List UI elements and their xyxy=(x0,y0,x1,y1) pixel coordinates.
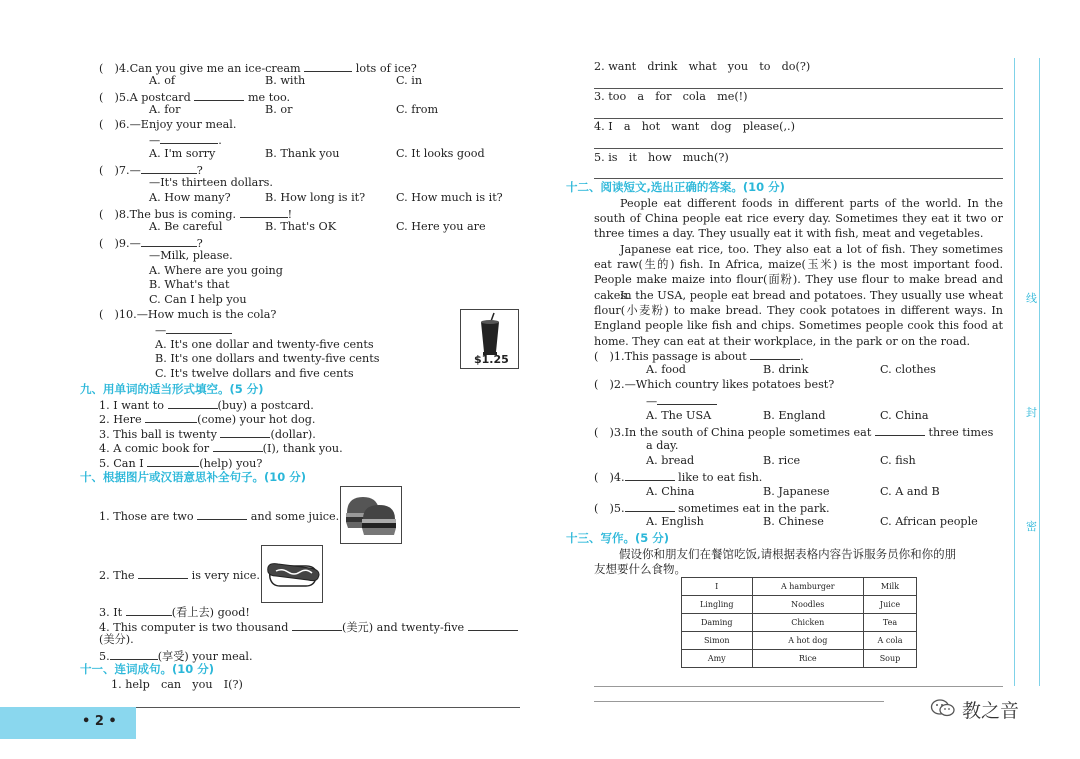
sec10-q4: 4. This computer is two thousand (美元) and twenty-five xyxy=(99,619,518,635)
sec10-q4-cont: (美分). xyxy=(99,633,134,646)
mc-q7: ( )7.— ? xyxy=(99,164,203,177)
reading-q3: ( )3.In the south of China people sometimes eat three times xyxy=(594,426,994,439)
wechat-icon xyxy=(930,698,956,718)
section-12-title: 十二、阅读短文,选出正确的答案。(10 分) xyxy=(566,180,785,194)
option: A. English xyxy=(646,515,704,528)
answer-blank[interactable] xyxy=(160,132,218,144)
option: A. China xyxy=(646,485,695,498)
sec10-q3: 3. It (看上去) good! xyxy=(99,606,250,619)
answer-blank[interactable] xyxy=(750,348,800,360)
option: C. clothes xyxy=(880,363,936,376)
section-10-title: 十、根据图片或汉语意思补全句子。(10 分) xyxy=(80,470,307,484)
cola-picture xyxy=(460,309,519,369)
option: C. China xyxy=(880,409,929,422)
hamburger-picture xyxy=(340,486,402,544)
option: B. That's OK xyxy=(265,220,337,233)
table-cell: Chicken xyxy=(752,614,863,632)
option: A. food xyxy=(646,363,686,376)
binding-char: 密 xyxy=(1026,520,1037,533)
answer-blank[interactable] xyxy=(126,604,172,616)
sec9-q2: 2. Here (come) your hot dog. xyxy=(99,413,316,426)
writing-prompt-line-1: 假设你和朋友们在餐馆吃饭,请根据表格内容告诉服务员你和你的朋 xyxy=(619,547,957,561)
binding-char: 线 xyxy=(1026,292,1037,305)
answer-blank[interactable] xyxy=(657,393,717,405)
mc-q9: ( )9.— ? xyxy=(99,237,203,250)
mc-q8: ( )8.The bus is coming. ! xyxy=(99,208,293,221)
option: C. African people xyxy=(880,515,978,528)
binding-strip xyxy=(1014,58,1040,686)
table-cell: Simon xyxy=(682,632,753,650)
reading-q1: ( )1.This passage is about . xyxy=(594,350,804,363)
hot-dog-picture xyxy=(261,545,323,603)
watermark-text: 教之音 xyxy=(962,700,1020,722)
option: A. bread xyxy=(646,454,695,467)
passage-paragraph-1: People eat different foods in different parts of the world. In the south of China people eat rice every day. Sometimes they eat it two or three times a day. They usually eat it with fish, meat and vegetables. xyxy=(594,197,1003,241)
option: B. drink xyxy=(763,363,809,376)
answer-blank[interactable] xyxy=(292,619,342,631)
sec10-q2: 2. The is very nice. xyxy=(99,569,260,582)
hamburger-icon xyxy=(341,487,401,543)
option: C. Here you are xyxy=(396,220,486,233)
answer-line[interactable] xyxy=(594,178,1003,179)
option: C. in xyxy=(396,74,423,87)
dialog-line: — xyxy=(646,393,717,409)
reading-q4: ( )4. like to eat fish. xyxy=(594,471,763,484)
sec9-q1: 1. I want to (buy) a postcard. xyxy=(99,399,314,412)
option: B. rice xyxy=(763,454,801,467)
option: B. How long is it? xyxy=(265,191,366,204)
binding-char: 封 xyxy=(1026,406,1037,419)
option: C. How much is it? xyxy=(396,191,503,204)
table-cell: Tea xyxy=(864,614,917,632)
table-row xyxy=(682,650,917,668)
passage-paragraph-3: In the USA, people eat bread and potatoes. They usually use wheat flour(小麦粉) to make bread. They cook potatoes in different ways. In England people like fish and chips. Sometimes people cook this food at home. They can eat at their workplace, in the park or on the road. xyxy=(594,289,1003,348)
reading-q2: ( )2.—Which country likes potatoes best? xyxy=(594,378,835,391)
option: C. It's twelve dollars and five cents xyxy=(155,367,354,380)
answer-line[interactable] xyxy=(594,88,1003,89)
option: A. Where are you going xyxy=(149,264,283,277)
sec9-q3: 3. This ball is twenty (dollar). xyxy=(99,428,316,441)
sec11-q4: 4. I a hot want dog please(,.) xyxy=(594,120,795,133)
dialog-line: —It's thirteen dollars. xyxy=(149,176,273,189)
option: A. for xyxy=(149,103,181,116)
table-row xyxy=(682,596,917,614)
answer-blank[interactable] xyxy=(240,206,288,218)
sec11-q2: 2. want drink what you to do(?) xyxy=(594,60,811,73)
option: C. Can I help you xyxy=(149,293,247,306)
option: A. It's one dollar and twenty-five cents xyxy=(155,338,374,351)
table-cell: Soup xyxy=(864,650,917,668)
table-cell: Amy xyxy=(682,650,753,668)
option: A. How many? xyxy=(149,191,231,204)
table-cell: A hamburger xyxy=(752,578,863,596)
answer-blank[interactable] xyxy=(110,648,158,660)
table-cell: Juice xyxy=(864,596,917,614)
option: C. from xyxy=(396,103,439,116)
dialog-line: — . xyxy=(149,134,222,147)
table-cell: Lingling xyxy=(682,596,753,614)
option: B. with xyxy=(265,74,306,87)
option: C. fish xyxy=(880,454,916,467)
mc-q4: ( )4.Can you give me an ice-cream lots of ice? xyxy=(99,62,417,75)
sec10-q1: 1. Those are two and some juice. xyxy=(99,510,340,523)
page-number: • 2 • xyxy=(82,714,117,729)
writing-prompt-line-2: 友想要什么食物。 xyxy=(594,562,686,576)
table-cell: A hot dog xyxy=(752,632,863,650)
hot-dog-icon xyxy=(262,546,322,602)
answer-line[interactable] xyxy=(594,118,1003,119)
answer-blank[interactable] xyxy=(468,619,518,631)
answer-blank[interactable] xyxy=(166,322,232,334)
section-9-title: 九、用单词的适当形式填空。(5 分) xyxy=(80,382,264,396)
answer-blank[interactable] xyxy=(304,60,352,72)
section-11-title: 十一、连词成句。(10 分) xyxy=(80,662,215,676)
section-13-title: 十三、写作。(5 分) xyxy=(566,531,670,545)
mc-q6: ( )6.—Enjoy your meal. xyxy=(99,118,237,131)
table-cell: Noodles xyxy=(752,596,863,614)
answer-blank[interactable] xyxy=(213,440,263,452)
table-row xyxy=(682,578,917,596)
passage-paragraph-2: Japanese eat rice, too. They also eat a lot of fish. They sometimes eat raw(生的) fish. In Africa, maize(玉米) is the most important food. People make maize into flour(面粉). They use flour to make bread and cakes. xyxy=(594,243,1003,302)
option: B. What's that xyxy=(149,278,230,291)
answer-blank[interactable] xyxy=(625,469,675,481)
food-order-table xyxy=(681,577,917,668)
option: A. The USA xyxy=(646,409,712,422)
table-row xyxy=(682,632,917,650)
option: B. England xyxy=(763,409,826,422)
option: B. Japanese xyxy=(763,485,830,498)
answer-line[interactable] xyxy=(136,707,520,708)
answer-blank[interactable] xyxy=(145,411,197,423)
option: B. Chinese xyxy=(763,515,824,528)
option: B. It's one dollars and twenty-five cents xyxy=(155,352,380,365)
mc-q10: ( )10.—How much is the cola? xyxy=(99,308,277,321)
answer-blank[interactable] xyxy=(147,455,199,467)
dialog-line: —Milk, please. xyxy=(149,249,233,262)
table-cell: Daming xyxy=(682,614,753,632)
table-row xyxy=(682,614,917,632)
answer-blank[interactable] xyxy=(194,89,244,101)
option: A. Be careful xyxy=(149,220,223,233)
answer-blank[interactable] xyxy=(168,397,218,409)
table-cell: A cola xyxy=(864,632,917,650)
sec9-q4: 4. A comic book for (I), thank you. xyxy=(99,442,343,455)
answer-line[interactable] xyxy=(594,148,1003,149)
mc-q5: ( )5.A postcard me too. xyxy=(99,91,291,104)
option: C. A and B xyxy=(880,485,940,498)
answer-blank[interactable] xyxy=(875,424,925,436)
answer-blank[interactable] xyxy=(625,500,675,512)
answer-blank[interactable] xyxy=(141,235,197,247)
table-cell: Milk xyxy=(864,578,917,596)
answer-blank[interactable] xyxy=(141,162,197,174)
question-continuation: a day. xyxy=(646,439,679,452)
sec11-q1: 1. help can you I(?) xyxy=(111,678,243,691)
option: B. Thank you xyxy=(265,147,340,160)
answer-blank[interactable] xyxy=(220,426,270,438)
answer-blank[interactable] xyxy=(138,567,188,579)
dialog-line: — xyxy=(155,322,232,338)
option: A. of xyxy=(149,74,176,87)
sec11-q3: 3. too a for cola me(!) xyxy=(594,90,748,103)
writing-line[interactable] xyxy=(594,686,1003,687)
sec11-q5: 5. is it how much(?) xyxy=(594,151,729,164)
reading-q5: ( )5. sometimes eat in the park. xyxy=(594,502,830,515)
table-cell: Rice xyxy=(752,650,863,668)
writing-line[interactable] xyxy=(594,701,884,702)
option: C. It looks good xyxy=(396,147,485,160)
answer-blank[interactable] xyxy=(197,508,247,520)
option: B. or xyxy=(265,103,293,116)
price-tag: $1.25 xyxy=(474,353,509,366)
option: A. I'm sorry xyxy=(149,147,216,160)
sec9-q5: 5. Can I (help) you? xyxy=(99,457,263,470)
table-cell: I xyxy=(682,578,753,596)
sec10-q5: 5. (享受) your meal. xyxy=(99,650,253,663)
